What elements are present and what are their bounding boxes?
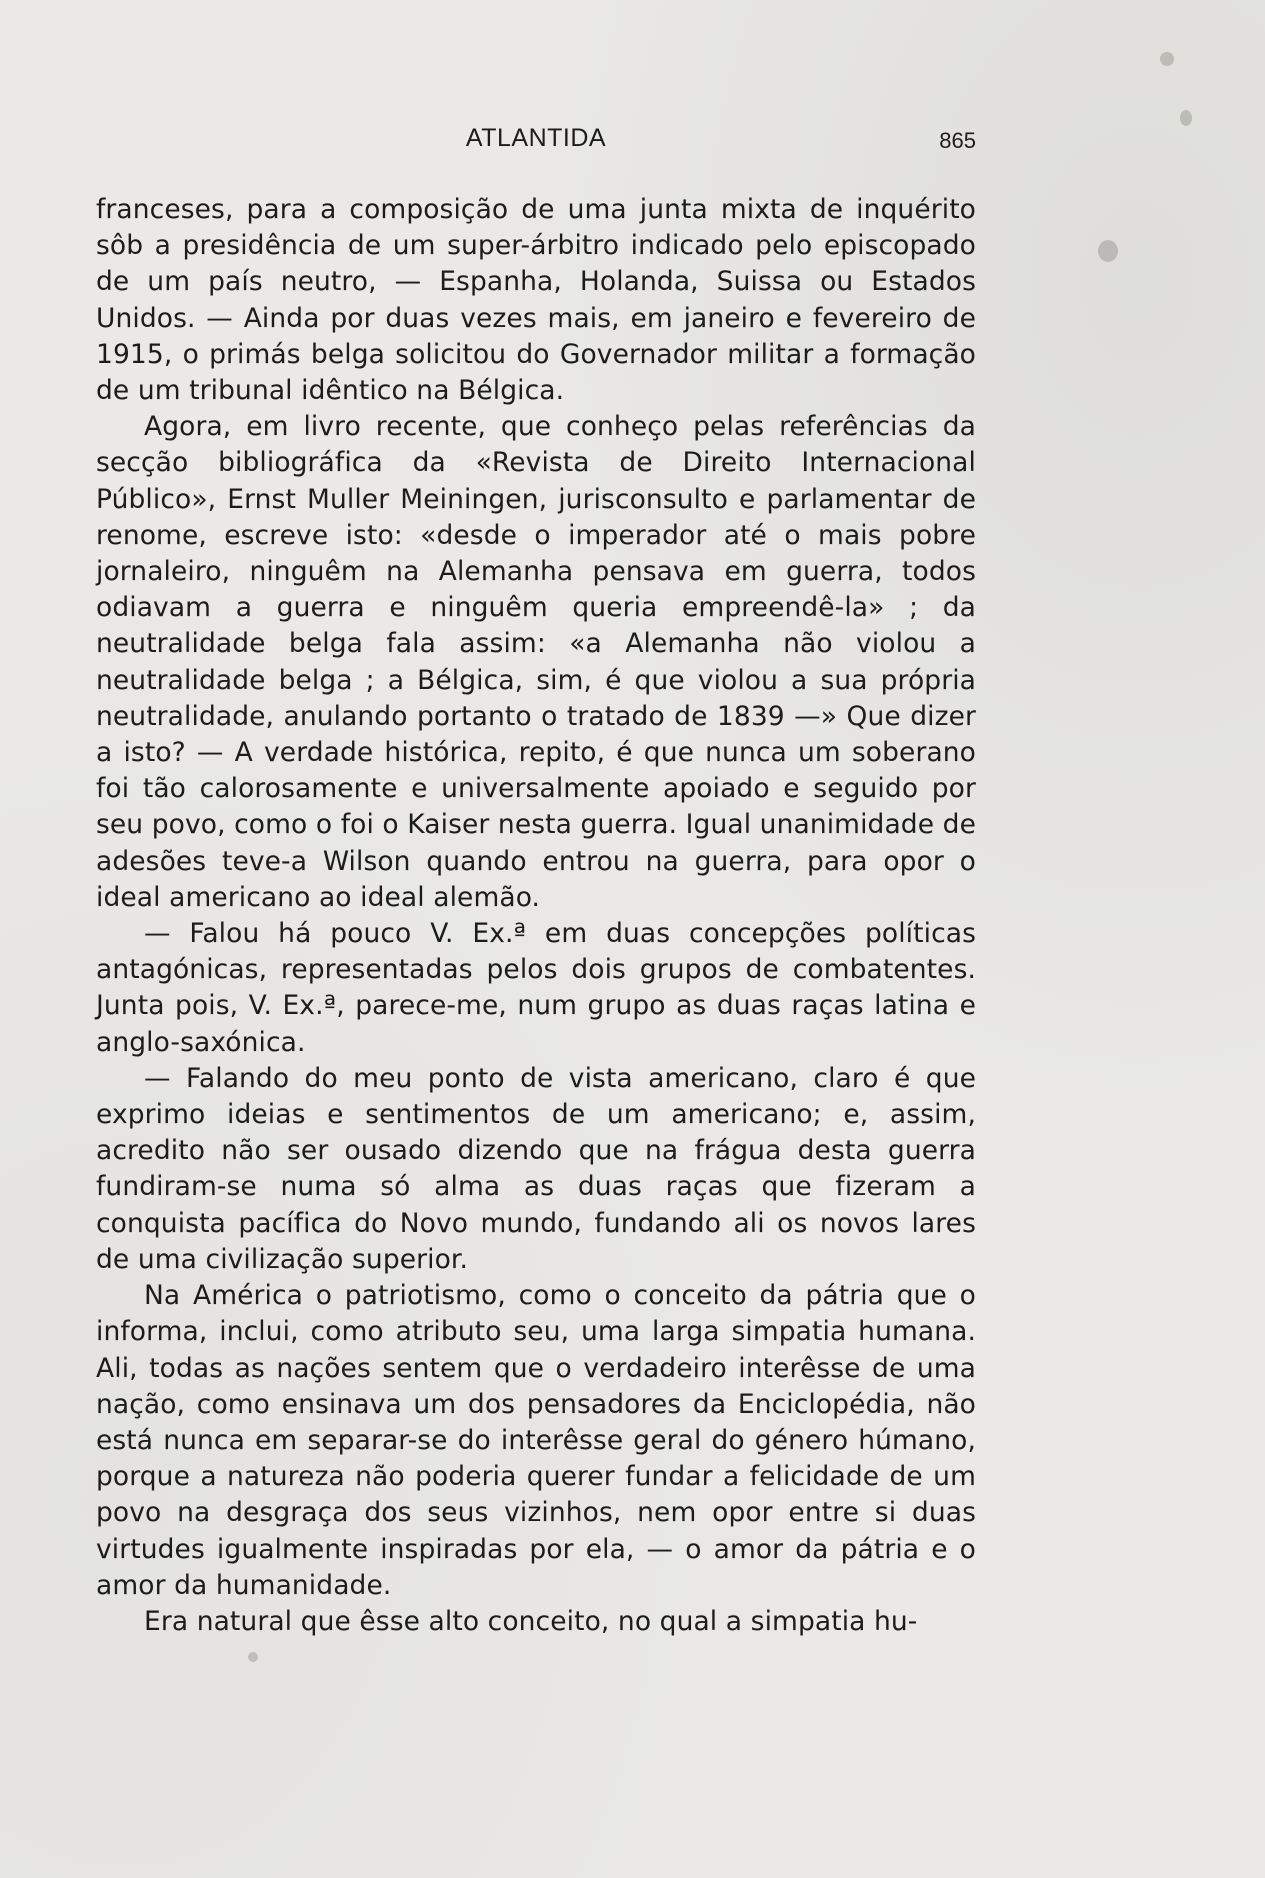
page-number: 865 [939, 128, 976, 153]
paragraph-5: Na América o patriotismo, como o conceito da pátria que o informa, inclui, como atributo seu, uma larga simpatia humana. Ali, todas as nações sentem que o verdadeiro interêsse de uma nação, como ensinava um dos pensadores da Enciclopédia, não está nunca em separar-se do interêsse geral do género húmano, porque a natureza não poderia querer fundar a felicidade de um povo na desgraça dos seus vizinhos, nem opor entre si duas virtudes igualmente inspiradas por ela, — o amor da pátria e o amor da humanidade. [96, 1280, 976, 1601]
running-header [96, 124, 976, 158]
body-text [96, 192, 976, 1640]
paper-speck [1098, 240, 1118, 262]
running-title: ATLANTIDA [465, 124, 607, 152]
paragraph-4: — Falando do meu ponto de vista americano, claro é que exprimo ideias e sentimentos de um americano; e, assim, acredito não ser ousado dizendo que na frágua desta guerra fundiram-se numa só alma as duas raças que fizeram a conquista pacífica do Novo mundo, fundando ali os novos lares de uma civilização superior. [96, 1062, 976, 1275]
paragraph-1: franceses, para a composição de uma junta mixta de inquérito sôb a presidência de um super-árbitro indicado pelo episcopado de um país neutro, — Espanha, Holanda, Suissa ou Estados Unidos. — Ainda por duas vezes mais, em janeiro e fevereiro de 1915, o primás belga solicitou do Governador militar a formação de um tribunal idêntico na Bélgica. [96, 194, 976, 407]
paper-speck [248, 1652, 258, 1662]
paragraph-2: Agora, em livro recente, que conheço pelas referências da secção bibliográfica da «Revista de Direito Internacional Público», Ernst Muller Meiningen, jurisconsulto e parlamentar de renome, escreve isto: «desde o imperador até o mais pobre jornaleiro, ninguêm na Alemanha pensava em guerra, todos odiavam a guerra e ninguêm queria empreendê-la» ; da neutralidade belga fala assim: «a Alemanha não violou a neutralidade belga ; a Bélgica, sim, é que violou a sua própria neutralidade, anulando portanto o tratado de 1839 —» Que dizer a isto? — A verdade histórica, repito, é que nunca um soberano foi tão calorosamente e universalmente apoiado e seguido por seu povo, como o foi o Kaiser nesta guerra. Igual unanimidade de adesões teve-a Wilson quando entrou na guerra, para opor o ideal americano ao ideal alemão. [96, 411, 976, 913]
paper-speck [1180, 110, 1192, 126]
paragraph-3: — Falou há pouco V. Ex.ª em duas concepções políticas antagónicas, representadas pelos dois grupos de combatentes. Junta pois, V. Ex.ª, parece-me, num grupo as duas raças latina e anglo-saxónica. [96, 918, 976, 1058]
paper-speck [1160, 52, 1174, 66]
paragraph-6: Era natural que êsse alto conceito, no qual a simpatia hu- [144, 1605, 918, 1637]
